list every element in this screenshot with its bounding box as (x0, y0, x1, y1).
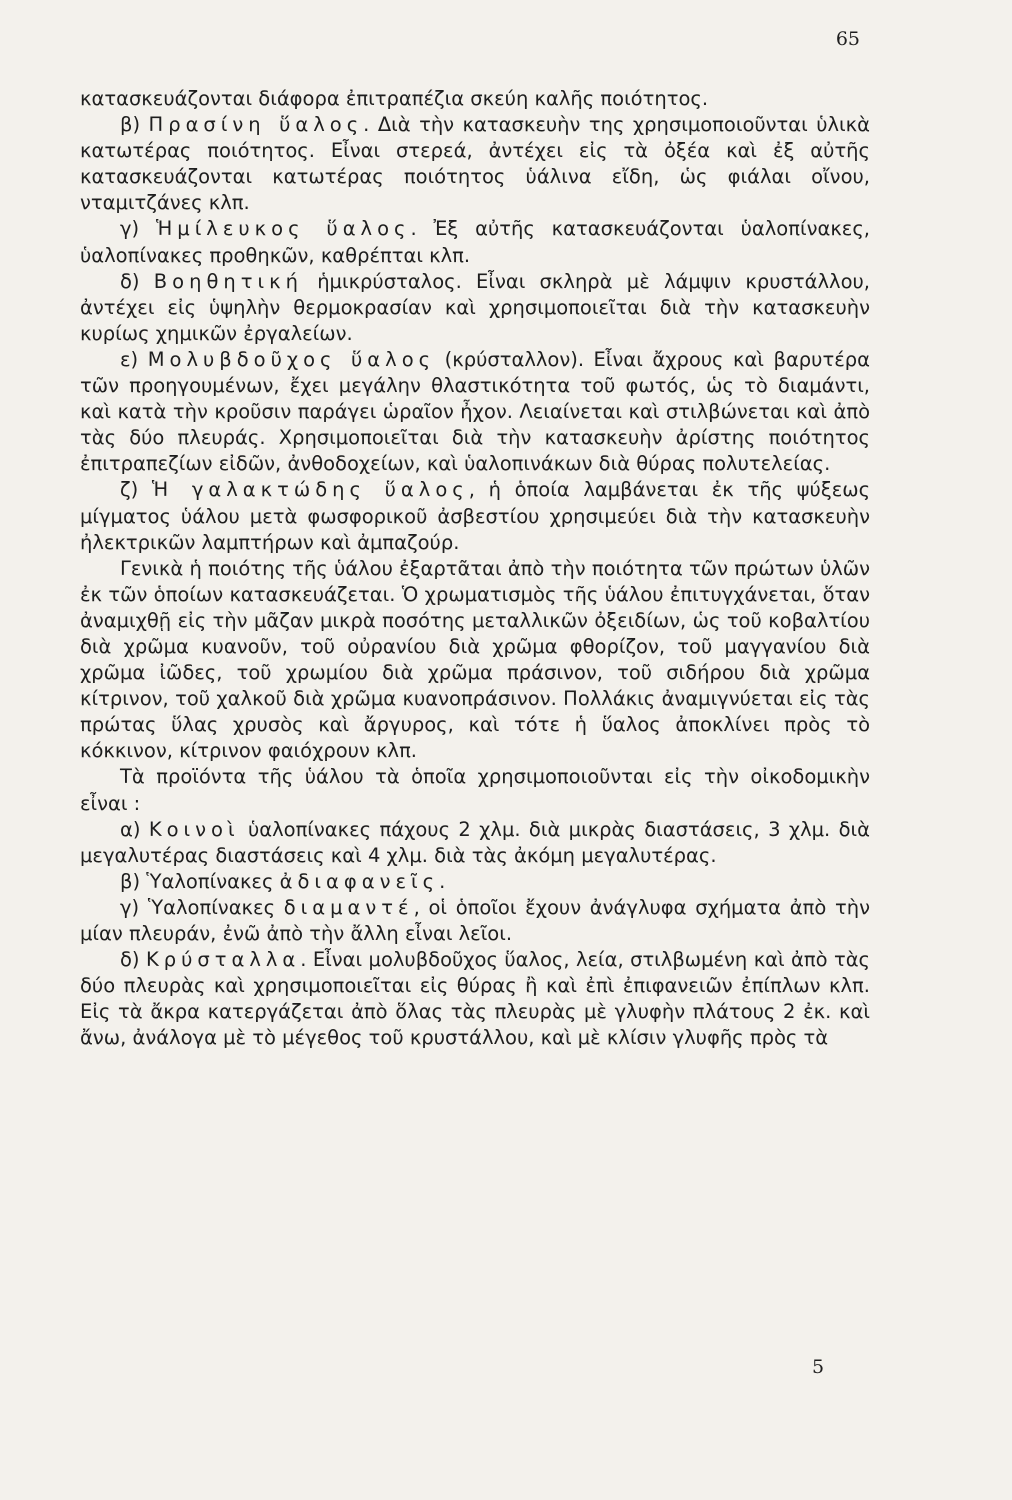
paragraph (80, 86, 870, 112)
paragraph-text: β) Ὑαλοπίνακες (120, 869, 280, 893)
page-number: 65 (835, 28, 860, 50)
paragraph-text: κατασκευάζονται διάφορα ἐπιτραπέζια σκεύη καλῆς ποιότητος. (80, 87, 709, 110)
paragraph-text: ε) (120, 347, 148, 371)
paragraph (80, 347, 870, 477)
spaced-term: ἀδιαφανεῖς (279, 869, 440, 893)
paragraph-text: β) (120, 113, 149, 137)
paragraph-text: . (439, 869, 446, 893)
text-body (80, 86, 870, 1051)
paragraph-text: , οἱ ὁποῖοι ἔχουν ἀνάγλυφα σχήματα ἀπὸ τὴν μίαν πλευράν, ἐνῶ ἀπὸ τὴν ἄλλη εἶναι λεῖοι. (80, 895, 870, 945)
paragraph (80, 556, 870, 765)
paragraph-text: . Ἐξ αὐτῆς κατασκευάζονται ὑαλοπίνακες, ὑαλοπίνακες προθηκῶν, καθρέπται κλπ. (80, 217, 870, 267)
paragraph-text: γ) (120, 217, 157, 241)
paragraph-text: γ) Ὑαλοπίνακες (120, 895, 284, 919)
spaced-term: Κοινοὶ (148, 817, 240, 841)
spaced-term: Πρασίνη ὕαλος (148, 113, 364, 137)
paragraph-text: (κρύσταλλον). Εἶναι ἄχρους καὶ βαρυτέρα τῶν προηγουμένων, ἔχει μεγάλην θλαστικότητα τοῦ φωτός, ὡς τὸ διαμάντι, καὶ κατὰ τὴν κροῦσιν παράγει ὡραῖον ἦχον. Λειαίνεται καὶ στιλβώνεται καὶ ἀπὸ τὰς δύο πλευράς. Χρησιμοποιεῖται διὰ τὴν κατασκευὴν ἀρίστης ποιότητος ἐπιτραπεζίων εἰδῶν, ἀνθοδοχείων, καὶ ὑαλοπινάκων διὰ θύρας πολυτελείας. (80, 347, 870, 476)
spaced-term: Μολυβδοῦχος ὕαλος (147, 347, 436, 371)
paragraph (80, 477, 870, 555)
paragraph (80, 269, 870, 347)
paragraph (80, 216, 870, 268)
paragraph-text: δ) (120, 269, 154, 293)
paragraph-text: . Διὰ τὴν κατασκευὴν της χρησιμοποιοῦνται ὑλικὰ κατωτέρας ποιότητος. Εἶναι στερεά, ἀντέχει εἰς τὰ ὀξέα καὶ ἐξ αὐτῆς κατασκευάζονται κατωτέρας ποιότητος ὑάλινα εἴδη, ὡς φιάλαι οἴνου, νταμιτζάνες κλπ. (80, 113, 870, 215)
paragraph-text: Τὰ προϊόντα τῆς ὑάλου τὰ ὁποῖα χρησιμοποιοῦνται εἰς τὴν οἰκοδομικὴν εἶναι : (80, 765, 870, 815)
paragraph-text: δ) (120, 948, 146, 972)
spaced-term: Ἡ γαλακτώδης ὕαλος (151, 478, 469, 502)
spaced-term: Κρύσταλλα (145, 948, 301, 972)
paragraph (80, 947, 870, 1051)
paragraph (80, 869, 870, 895)
paragraph-text: ὑαλοπίνακες πάχους 2 χλμ. διὰ μικρὰς διαστάσεις, 3 χλμ. διὰ μεγαλυτέρας διαστάσεις καὶ 4 χλμ. διὰ τὰς ἀκόμη μεγαλυτέρας. (80, 817, 871, 867)
spaced-term: διαμαντέ (283, 895, 414, 919)
spaced-term: Ἡμίλευκος ὕαλος (156, 217, 411, 241)
paragraph-text: ἡμικρύσταλος. Εἶναι σκληρὰ μὲ λάμψιν κρυστάλλου, ἀντέχει εἰς ὑψηλὴν θερμοκρασίαν καὶ χρησιμοποιεῖται διὰ τὴν κατασκευὴν κυρίως χημικῶν ἐργαλείων. (80, 269, 870, 345)
paragraph-text: ζ) (120, 478, 152, 502)
paragraph-text: Γενικὰ ἡ ποιότης τῆς ὑάλου ἐξαρτᾶται ἀπὸ τὴν ποιότητα τῶν πρώτων ὑλῶν ἐκ τῶν ὁποίων κατασκευάζεται. Ὁ χρωματισμὸς τῆς ὑάλου ἐπιτυγχάνεται, ὅταν ἀναμιχθῇ εἰς τὴν μᾶζαν μικρὰ ποσότης μεταλλικῶν ὀξειδίων, ὡς τοῦ κοβαλτίου διὰ χρῶμα κυανοῦν, τοῦ οὐρανίου διὰ χρῶμα φθορίζον, τοῦ μαγγανίου διὰ χρῶμα ἰῶδες, τοῦ χρωμίου διὰ χρῶμα πράσινον, τοῦ σιδήρου διὰ χρῶμα κίτρινον, τοῦ χαλκοῦ διὰ χρῶμα κυανοπράσινον. Πολλάκις ἀναμιγνύεται εἰς τὰς πρώτας ὕλας χρυσὸς καὶ ἄργυρος, καὶ τότε ἡ ὕαλος ἀποκλίνει πρὸς τὸ κόκκινον, κίτρινον φαιόχρουν κλπ. (80, 556, 870, 763)
paragraph (80, 112, 870, 216)
spaced-term: Βοηθητική (153, 269, 303, 293)
paragraph-text: . Εἶναι μολυβδοῦχος ὕαλος, λεία, στιλβωμένη καὶ ἀπὸ τὰς δύο πλευρὰς καὶ χρησιμοποιεῖται εἰς θύρας ἢ καὶ ἐπὶ ἐπιφανειῶν ἐπίπλων κλπ. Εἰς τὰ ἄκρα κατεργάζεται ἀπὸ ὅλας τὰς πλευρὰς μὲ γλυφὴν πλάτους 2 ἐκ. καὶ ἄνω, ἀνάλογα μὲ τὸ μέγεθος τοῦ κρυστάλλου, καὶ μὲ κλίσιν γλυφῆς πρὸς τὰ (80, 948, 870, 1050)
paragraph (80, 895, 870, 947)
paragraph (80, 817, 870, 869)
paragraph-text: , ἡ ὁποία λαμβάνεται ἐκ τῆς ψύξεως μίγματος ὑάλου μετὰ φωσφορικοῦ ἀσβεστίου χρησιμεύει διὰ τὴν κατασκευὴν ἠλεκτρικῶν λαμπτήρων καὶ ἀμπαζούρ. (80, 478, 871, 554)
paragraph-text: α) (120, 817, 149, 841)
footer-signature-mark: 5 (812, 1356, 825, 1378)
paragraph (80, 764, 870, 816)
